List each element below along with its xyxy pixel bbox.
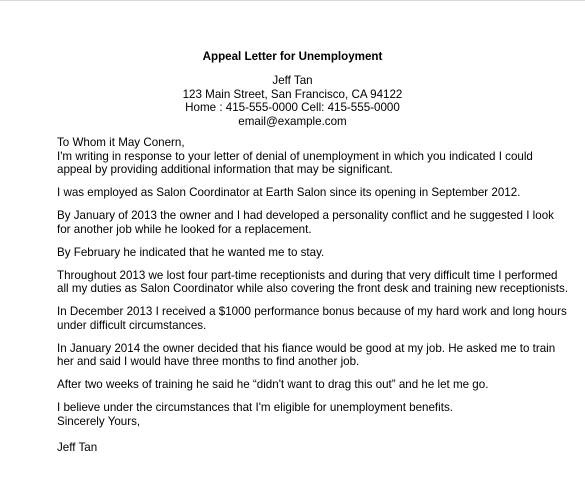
sender-name: Jeff Tan xyxy=(272,74,313,87)
paragraph xyxy=(57,150,557,177)
sender-header xyxy=(0,74,585,128)
signature-name: Jeff Tan xyxy=(57,441,98,454)
paragraph-line: In December 2013 I received a $1000 performance bonus because of my hard work and long hours xyxy=(57,305,567,318)
sender-phones: Home : 415-555-0000 Cell: 415-555-0000 xyxy=(185,101,400,114)
paragraph-line: appeal by providing additional information that may be significant. xyxy=(57,163,393,176)
paragraph xyxy=(57,342,557,369)
paragraph-line: By January of 2013 the owner and I had developed a personality conflict and he suggested I look xyxy=(57,209,554,222)
paragraph xyxy=(57,378,557,392)
sender-address: 123 Main Street, San Francisco, CA 94122 xyxy=(182,87,403,101)
paragraph-line: By February he indicated that he wanted me to stay. xyxy=(57,245,325,259)
paragraph-line: Throughout 2013 we lost four part-time receptionists and during that very difficult time I performed xyxy=(57,268,558,282)
paragraph-line: I'm writing in response to your letter of denial of unemployment in which you indicated I could xyxy=(57,149,533,163)
paragraph-line: her and said I would have three months to find another job. xyxy=(57,355,360,368)
paragraph-line: under difficult circumstances. xyxy=(57,318,207,332)
paragraph-line: In January 2014 the owner decided that his fiance would be good at my job. He asked me to train xyxy=(57,341,556,355)
salutation: To Whom it May Conern, xyxy=(57,136,185,149)
paragraph xyxy=(57,401,557,428)
paragraph-line: for another job while he looked for a replacement. xyxy=(57,222,312,236)
sender-email: email@example.com xyxy=(238,114,347,128)
paragraph-line: I was employed as Salon Coordinator at Earth Salon since its opening in September 2012. xyxy=(57,186,521,199)
paragraph-line: all my duties as Salon Coordinator while also covering the front desk and training new receptionists. xyxy=(57,282,569,295)
paragraph xyxy=(57,209,557,236)
closing: Sincerely Yours, xyxy=(57,414,141,428)
paragraph xyxy=(57,268,569,296)
paragraph xyxy=(57,186,557,200)
letter-body xyxy=(57,136,569,464)
paragraph-line: After two weeks of training he said he “didn't want to drag this out” and he let me go. xyxy=(57,378,489,391)
paragraph xyxy=(57,305,567,332)
paragraph-line: I believe under the circumstances that I'm eligible for unemployment benefits. xyxy=(57,401,453,414)
letter-title: Appeal Letter for Unemployment xyxy=(202,50,383,63)
paragraph xyxy=(57,246,557,260)
